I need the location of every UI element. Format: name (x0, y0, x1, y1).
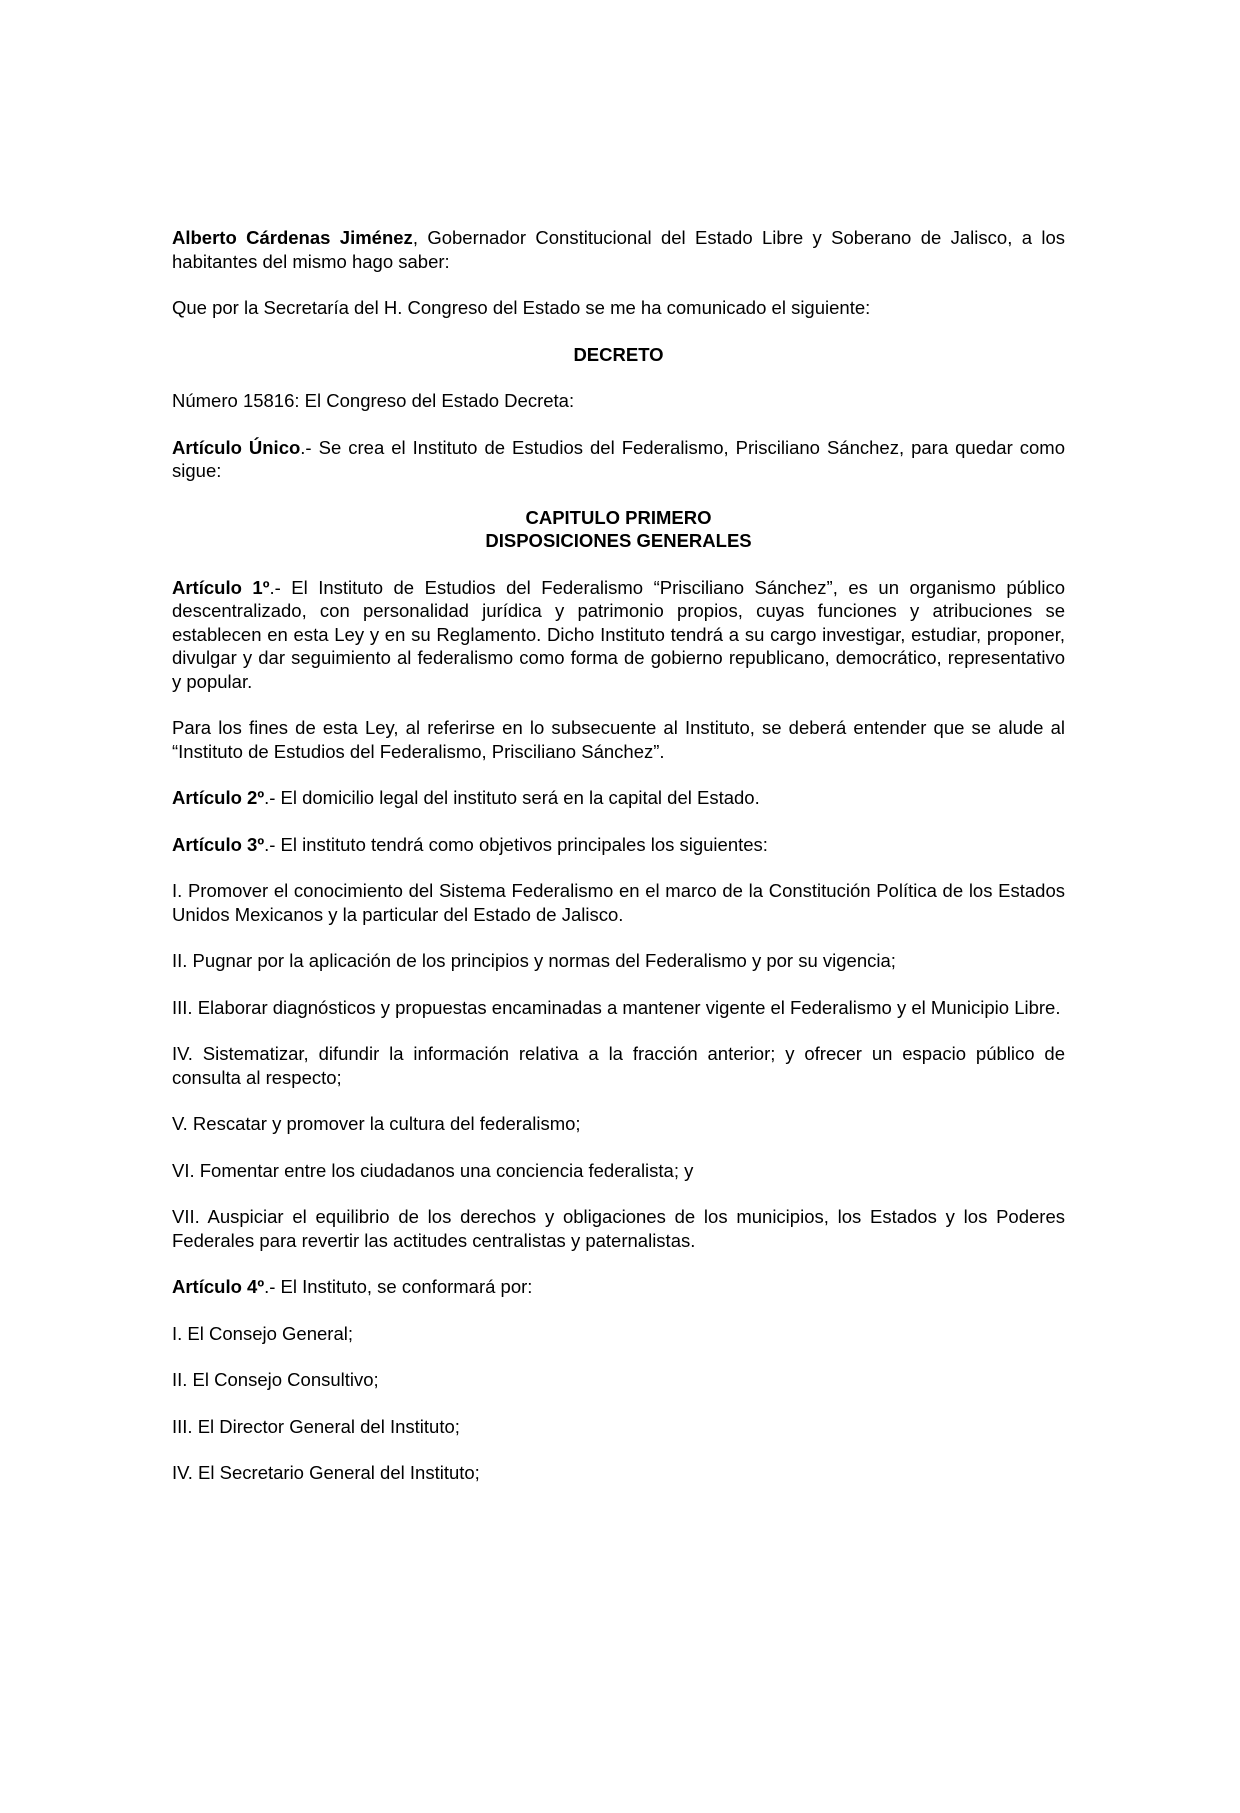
article-2 (172, 786, 1065, 810)
document-page (172, 226, 1065, 1508)
governor-name: Alberto Cárdenas Jiménez (172, 227, 413, 248)
article-1-paragraph-2: Para los fines de esta Ley, al referirse en lo subsecuente al Instituto, se deberá entender que se alude al “Instituto de Estudios del Federalismo, Prisciliano Sánchez”. (172, 717, 1065, 762)
communicated-paragraph: Que por la Secretaría del H. Congreso del Estado se me ha comunicado el siguiente: (172, 297, 871, 318)
article-4-item: III. El Director General del Instituto; (172, 1415, 460, 1437)
article-1-text: .- El Instituto de Estudios del Federalismo “Prisciliano Sánchez”, es un organismo público descentralizado, con personalidad jurídica y patrimonio propios, cuyas funciones y atribuciones se establecen en esta Ley y en su Reglamento. Dicho Instituto tendrá a su cargo investigar, estudiar, proponer, divulgar y dar seguimiento al federalismo como forma de gobierno republicano, democrático, representativo y popular. (172, 576, 1065, 692)
article-3-item: II. Pugnar por la aplicación de los principios y normas del Federalismo y por su vigencia; (172, 950, 896, 971)
article-4-text: .- El Instituto, se conformará por: (264, 1276, 533, 1297)
article-4-item: II. El Consejo Consultivo; (172, 1369, 379, 1390)
article-1 (172, 576, 1065, 694)
article-3-item: I. Promover el conocimiento del Sistema Federalismo en el marco de la Constitución Política de los Estados Unidos Mexicanos y la particular del Estado de Jalisco. (172, 880, 1065, 925)
article-3-item: IV. Sistematizar, difundir la información relativa a la fracción anterior; y ofrecer un espacio público de consulta al respecto; (172, 1043, 1065, 1088)
article-2-text: .- El domicilio legal del instituto será en la capital del Estado. (264, 787, 760, 808)
article-4-label: Artículo 4º (172, 1276, 265, 1297)
article-4-item: I. El Consejo General; (172, 1322, 353, 1344)
chapter-subtitle: DISPOSICIONES GENERALES (485, 530, 752, 551)
decree-number: Número 15816: El Congreso del Estado Decreta: (172, 390, 575, 411)
article-3-item: VI. Fomentar entre los ciudadanos una conciencia federalista; y (172, 1159, 694, 1181)
article-3-text: .- El instituto tendrá como objetivos principales los siguientes: (264, 833, 768, 855)
decree-heading: DECRETO (573, 343, 664, 365)
article-3-item: V. Rescatar y promover la cultura del federalismo; (172, 1113, 581, 1134)
article-4-item: IV. El Secretario General del Instituto; (172, 1462, 480, 1483)
articulo-unico (172, 436, 1065, 483)
article-1-label: Artículo 1º (172, 576, 270, 598)
intro-paragraph (172, 226, 1065, 273)
article-3 (172, 833, 1065, 857)
chapter-title: CAPITULO PRIMERO (525, 506, 712, 528)
article-4 (172, 1275, 1065, 1299)
article-3-item: III. Elaborar diagnósticos y propuestas encaminadas a mantener vigente el Federalismo y el Municipio Libre. (172, 996, 1061, 1018)
articulo-unico-text: .- Se crea el Instituto de Estudios del Federalismo, Prisciliano Sánchez, para quedar como sigue: (172, 436, 1065, 481)
article-2-label: Artículo 2º (172, 787, 265, 808)
article-3-item: VII. Auspiciar el equilibrio de los derechos y obligaciones de los municipios, los Estados y los Poderes Federales para revertir las actitudes centralistas y paternalistas. (172, 1206, 1065, 1251)
articulo-unico-label: Artículo Único (172, 436, 301, 458)
article-3-label: Artículo 3º (172, 833, 265, 855)
intro-text: , Gobernador Constitucional del Estado Libre y Soberano de Jalisco, a los habitantes del mismo hago saber: (172, 227, 1065, 272)
